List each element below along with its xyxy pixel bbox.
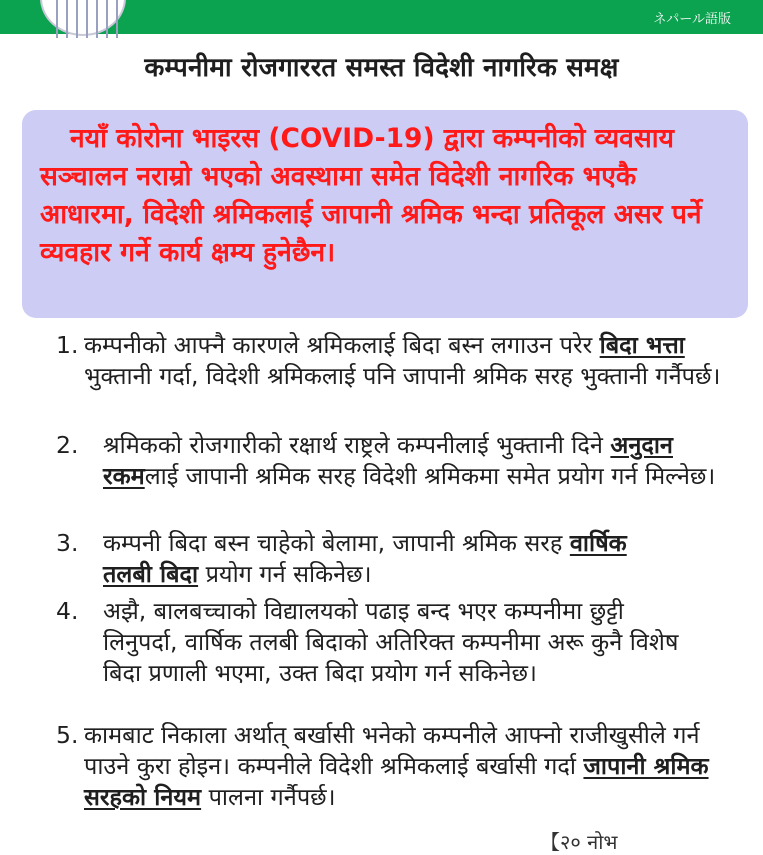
item-number: 3. <box>56 529 79 557</box>
item-text-after: प्रयोग गर्न सकिनेछ। <box>198 560 372 588</box>
item-number: 5. <box>56 721 79 749</box>
notice-box <box>22 110 748 318</box>
item-text <box>103 430 728 492</box>
notice-text: नयाँ कोरोना भाइरस (COVID-19) द्वारा कम्पनीको व्यवसाय सञ्चालन नराम्रो भएको अवस्थामा समेत विदेशी नागरिक भएकै आधारमा, विदेशी श्रमिकलाई जापानी श्रमिक भन्दा प्रतिकूल असर पर्ने व्यवहार गर्ने कार्य क्षम्य हुनेछैन। <box>40 123 702 268</box>
item-text-after: पालना गर्नैपर्छ। <box>201 783 336 811</box>
page-title: कम्पनीमा रोजगाररत समस्त विदेशी नागरिक समक्ष <box>144 53 619 83</box>
item-highlight: बिदा भत्ता <box>599 331 685 359</box>
item-text-before: कम्पनी बिदा बस्न चाहेको बेलामा, जापानी श्रमिक सरह <box>103 529 570 557</box>
item-text-after: लाई जापानी श्रमिक सरह विदेशी श्रमिकमा समेत प्रयोग गर्न मिल्नेछ। <box>144 462 716 490</box>
language-tag: ネパール語版 <box>653 12 731 27</box>
item-text <box>84 720 724 813</box>
item-text-before: श्रमिकको रोजगारीको रक्षार्थ राष्ट्रले कम्पनीलाई भुक्तानी दिने <box>103 431 611 459</box>
item-text-before: अझै, बालबच्चाको विद्यालयको पढाइ बन्द भएर कम्पनीमा छुट्टी लिनुपर्दा, वार्षिक तलबी बिदाको अतिरिक्त कम्पनीमा अरू कुनै विशेष बिदा प्रणाली भएमा, उक्त बिदा प्रयोग गर्न सकिनेछ। <box>103 597 679 687</box>
logo-emblem-icon <box>40 0 126 36</box>
item-text <box>103 596 703 689</box>
item-text <box>84 330 724 392</box>
top-banner <box>0 0 763 34</box>
item-highlight: जापानी श्रमिक सरहको नियम <box>84 752 709 811</box>
item-number: 2. <box>56 431 79 459</box>
item-text-before: कामबाट निकाला अर्थात् बर्खासी भनेको कम्पनीले आफ्नो राजीखुसीले गर्न पाउने कुरा होइन। कम्पनीले विदेशी श्रमिकलाई बर्खासी गर्दा <box>84 721 700 780</box>
item-number: 4. <box>56 597 79 625</box>
footer-fragment: 【२० नोभ <box>540 830 618 854</box>
item-text-before: कम्पनीको आफ्नै कारणले श्रमिकलाई बिदा बस्न लगाउन परेर <box>84 331 600 359</box>
item-highlight: वार्षिक तलबी बिदा <box>103 529 627 588</box>
item-text-after: भुक्तानी गर्दा, विदेशी श्रमिकलाई पनि जापानी श्रमिक सरह भुक्तानी गर्नैपर्छ। <box>84 362 721 390</box>
item-text <box>103 528 683 590</box>
item-highlight: अनुदान रकम <box>103 431 673 490</box>
item-number: 1. <box>56 331 79 359</box>
